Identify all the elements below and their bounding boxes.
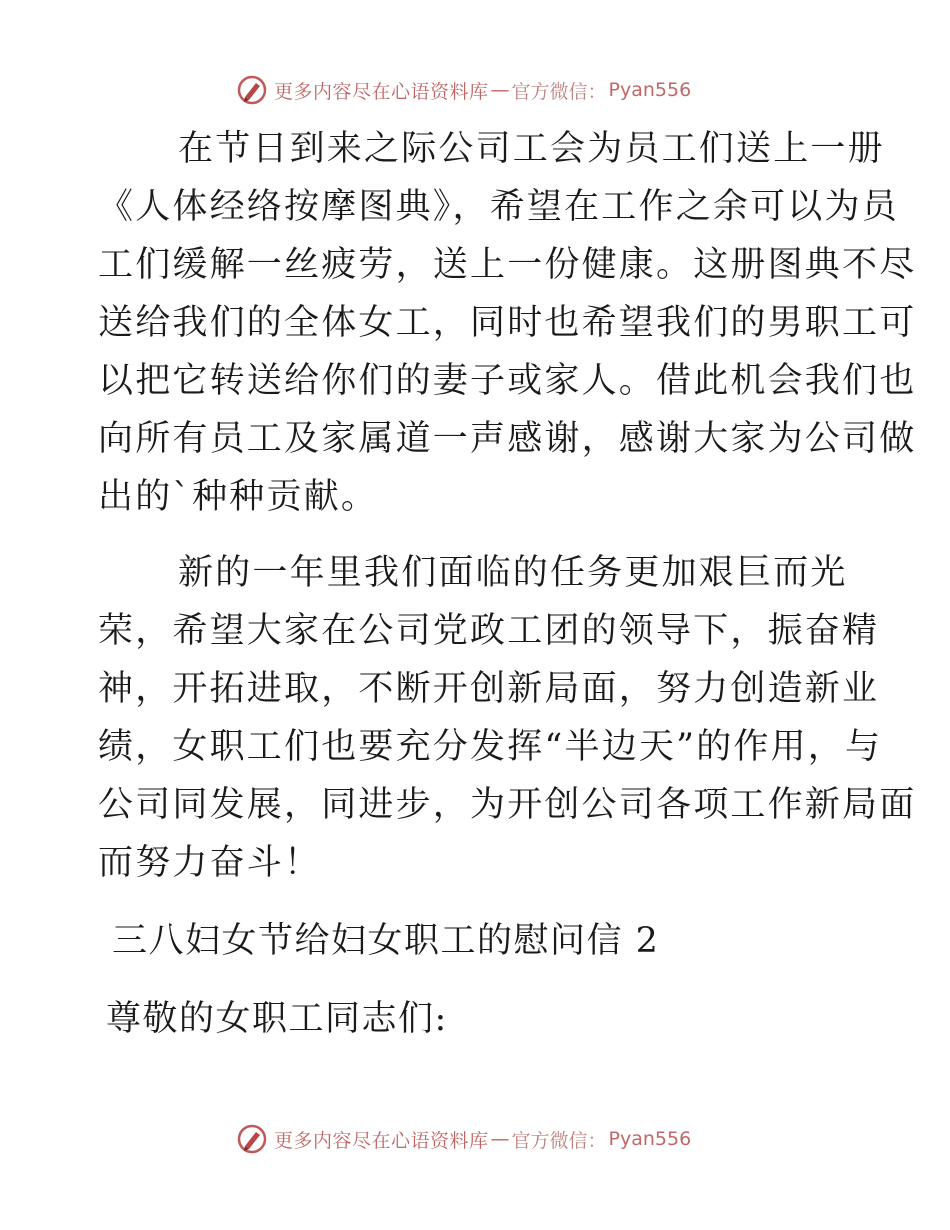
banner-separator: — xyxy=(490,1128,510,1150)
banner-wechat-id: Pyan556 xyxy=(608,79,692,101)
banner-main-text: 更多内容尽在心语资料库 xyxy=(274,80,489,103)
banner-separator: — xyxy=(490,79,510,101)
paragraph-line: 工们缓解一丝疲劳，送上一份健康。这册图典不尽 xyxy=(98,245,917,285)
paragraph-line: 荣，希望大家在公司党政工团的领导下，振奋精 xyxy=(98,611,880,651)
pen-nib-logo-icon xyxy=(236,1123,268,1155)
paragraph-line: 绩，女职工们也要充分发挥“半边天”的作用，与 xyxy=(98,727,883,767)
footer-banner xyxy=(236,1122,716,1156)
paragraph-line: 出的`种种贡献。 xyxy=(98,477,379,517)
paragraph-line: 而努力奋斗！ xyxy=(98,843,322,883)
paragraph-line: 新的一年里我们面临的任务更加艰巨而光 xyxy=(178,553,848,593)
paragraph-line: 《人体经络按摩图典》，希望在工作之余可以为员 xyxy=(98,187,899,227)
paragraph-line: 神，开拓进取，不断开创新局面，努力创造新业 xyxy=(98,669,880,709)
banner-wechat-label: 官方微信： xyxy=(511,1129,607,1152)
banner-wechat-label: 官方微信： xyxy=(511,80,607,103)
paragraph-line: 在节日到来之际公司工会为员工们送上一册 xyxy=(178,129,885,169)
paragraph-line: 公司同发展，同进步，为开创公司各项工作新局面 xyxy=(98,785,917,825)
paragraph-line: 送给我们的全体女工，同时也希望我们的男职工可 xyxy=(98,303,917,343)
letter-heading: 三八妇女节给妇女职工的慰问信 2 xyxy=(112,921,660,961)
header-banner xyxy=(236,73,716,107)
letter-salutation: 尊敬的女职工同志们: xyxy=(106,999,448,1039)
banner-wechat-id: Pyan556 xyxy=(608,1128,692,1150)
paragraph-gift xyxy=(98,120,917,526)
paragraph-line: 以把它转送给你们的妻子或家人。借此机会我们也 xyxy=(98,361,917,401)
paragraph-new-year xyxy=(98,544,917,892)
paragraph-line: 向所有员工及家属道一声感谢，感谢大家为公司做 xyxy=(98,419,917,459)
document-body xyxy=(98,120,917,1048)
banner-main-text: 更多内容尽在心语资料库 xyxy=(274,1129,489,1152)
pen-nib-logo-icon xyxy=(236,74,268,106)
